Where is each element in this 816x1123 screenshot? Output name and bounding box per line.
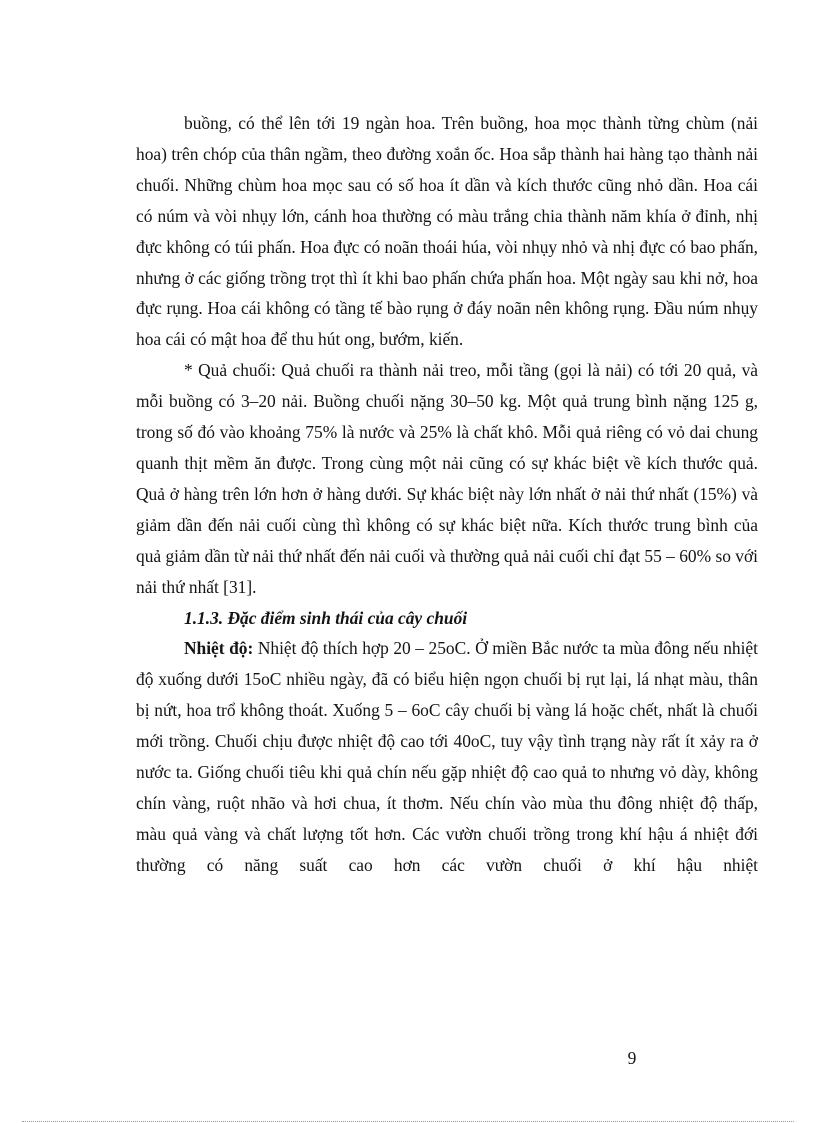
paragraph-flower-description: buồng, có thể lên tới 19 ngàn hoa. Trên buồng, hoa mọc thành từng chùm (nải hoa) trên chóp của thân ngầm, theo đường xoắn ốc. Hoa sắp thành hai hàng tạo thành nải chuối. Những chùm hoa mọc sau có số hoa ít dần và kích thước cũng nhỏ dần. Hoa cái có núm và vòi nhụy lớn, cánh hoa thường có màu trắng chia thành năm khía ở đỉnh, nhị đực không có túi phấn. Hoa đực có noãn thoái húa, vòi nhụy nhỏ và nhị đực có bao phấn, nhưng ở các giống trồng trọt thì ít khi bao phấn chứa phấn hoa. Một ngày sau khi nở, hoa đực rụng. Hoa cái không có tầng tế bào rụng ở đáy noãn nên không rụng. Đầu núm nhụy hoa cái có mật hoa để thu hút ong, bướm, kiến.	[136, 113, 758, 350]
section-heading: 1.1.3. Đặc điểm sinh thái của cây chuối	[184, 607, 468, 628]
temperature-lead: Nhiệt độ:	[184, 638, 254, 659]
page-number: 9	[627, 1048, 637, 1068]
temperature-text: Nhiệt độ thích hợp 20 – 25oC. Ở miền Bắc nước ta mùa đông nếu nhiệt độ xuống dưới 15oC nhiều ngày, đã có biểu hiện ngọn chuối bị rụt lại, lá nhạt màu, thân bị nứt, hoa trổ không thoát. Xuống 5 – 6oC cây chuối bị vàng lá hoặc chết, nhất là chuối mới trồng. Chuối chịu được nhiệt độ cao tới 40oC, tuy vậy tình trạng này rất ít xảy ra ở nước ta. Giống chuối tiêu khi quả chín nếu gặp nhiệt độ cao quả to nhưng vỏ dày, không chín vàng, ruột nhão và hơi chua, ít thơm. Nếu chín vào mùa thu đông nhiệt độ thấp, màu quả vàng và chất lượng tốt hơn. Các vườn chuối trồng trong khí hậu á nhiệt đới thường có năng suất cao hơn các vườn chuối ở khí hậu nhiệt	[136, 638, 758, 875]
paragraph-fruit-description: * Quả chuối: Quả chuối ra thành nải treo, mỗi tầng (gọi là nải) có tới 20 quả, và mỗi buồng có 3–20 nải. Buồng chuối nặng 30–50 kg. Một quả trung bình nặng 125 g, trong số đó vào khoảng 75% là nước và 25% là chất khô. Mỗi quả riêng có vỏ dai chung quanh thịt mềm ăn được. Trong cùng một nải cũng có sự khác biệt về kích thước quả. Quả ở hàng trên lớn hơn ở hàng dưới. Sự khác biệt này lớn nhất ở nải thứ nhất (15%) và giảm dần đến nải cuối cùng thì không có sự khác biệt nữa. Kích thước trung bình của quả giảm dần từ nải thứ nhất đến nải cuối và thường quả nải cuối chỉ đạt 55 – 60% so với nải thứ nhất [31].	[136, 360, 758, 597]
paragraph-temperature	[136, 633, 758, 880]
body-text	[136, 108, 758, 881]
page-bottom-divider	[22, 1121, 794, 1122]
